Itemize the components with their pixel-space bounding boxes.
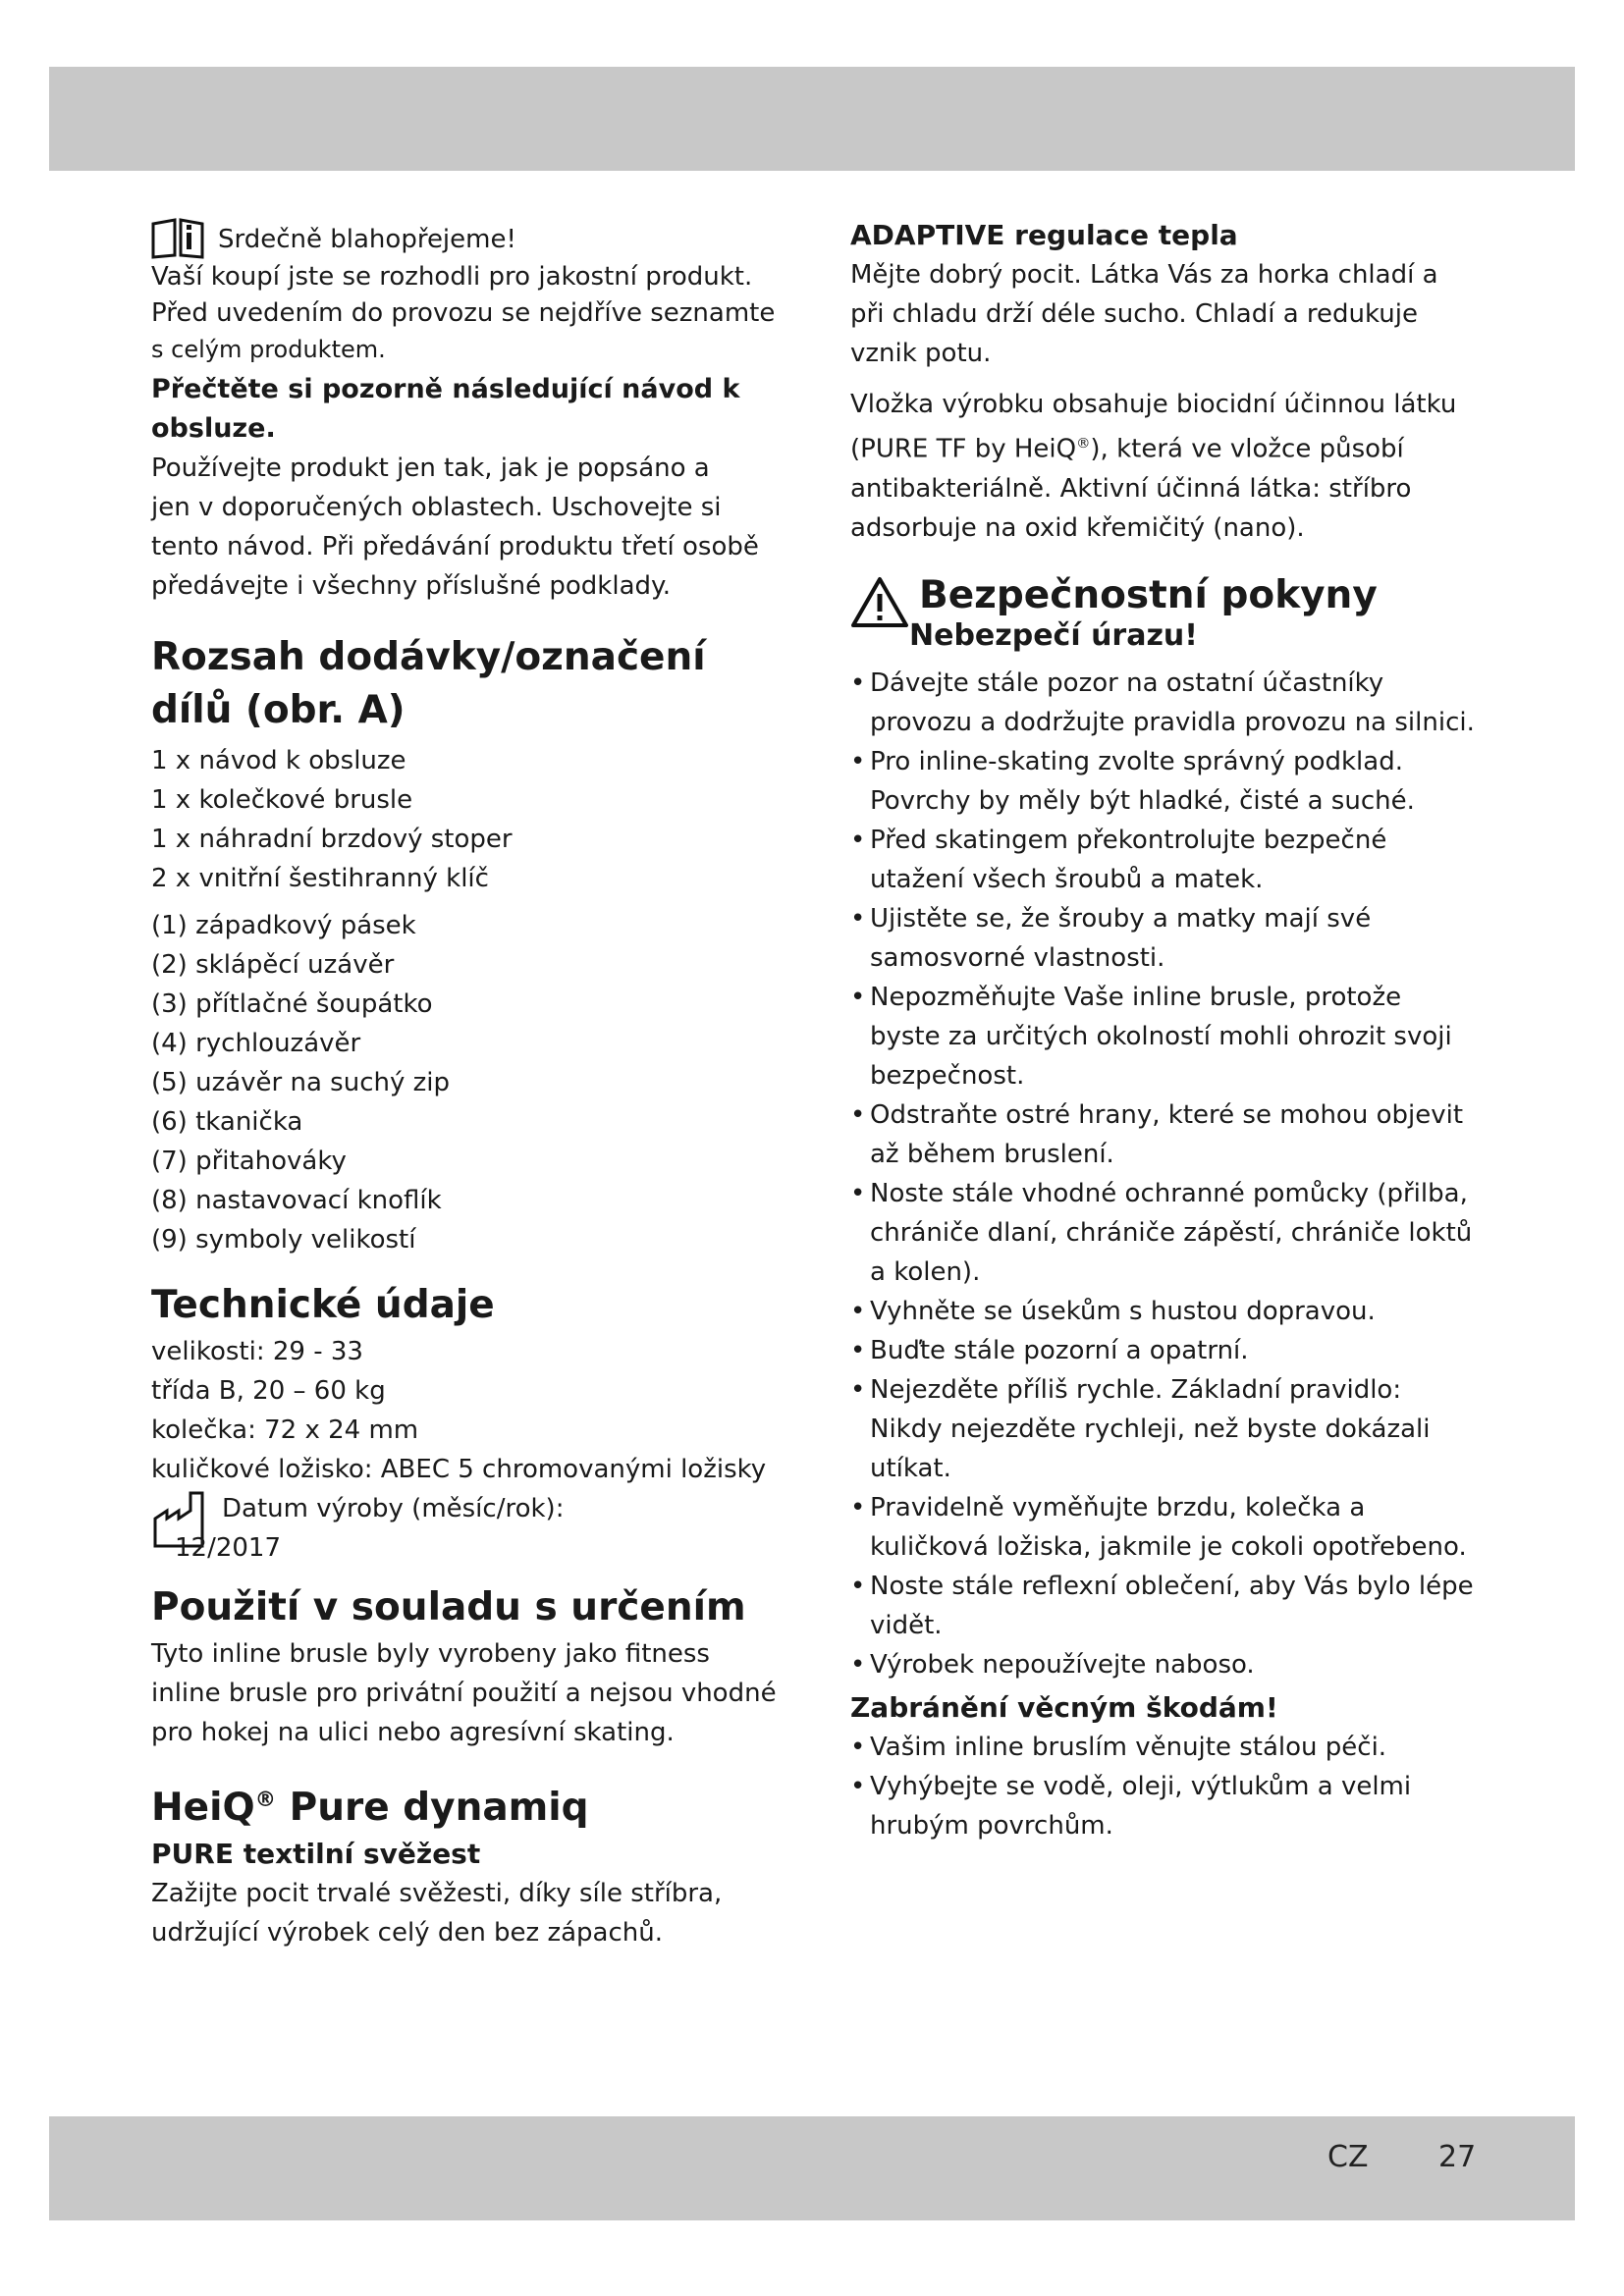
- list-item: (6) tkanička: [151, 1107, 303, 1137]
- list-item: (9) symboly velikostí: [151, 1225, 416, 1255]
- list-item: [850, 1370, 1479, 1488]
- list-item: velikosti: 29 - 33: [151, 1337, 363, 1366]
- usage-line: jen v doporučených oblastech. Uschovejte si: [151, 493, 722, 522]
- biocide-line: adsorbuje na oxid křemičitý (nano).: [850, 512, 1305, 543]
- pure-line: Zažijte pocit trvalé svěžesti, díky síle stříbra,: [151, 1879, 723, 1908]
- adaptive-heading: ADAPTIVE regulace tepla: [850, 219, 1238, 251]
- damage-text: Vyhýbejte se vodě, oleji, výtlukům a velmi hrubým povrchům.: [870, 1771, 1412, 1841]
- damage-text: Vašim inline bruslím věnujte stálou péči.: [870, 1732, 1387, 1762]
- list-item: [850, 1645, 1479, 1684]
- list-item: [850, 1567, 1479, 1645]
- usage-line: tento návod. Při předávání produktu třetí osobě: [151, 532, 759, 561]
- list-item: [850, 1767, 1479, 1845]
- safety-subtitle: Nebezpečí úrazu!: [909, 617, 1198, 653]
- safety-text: Ujistěte se, že šrouby a matky mají své samosvorné vlastnosti.: [870, 903, 1372, 973]
- adaptive-line: Mějte dobrý pocit. Látka Vás za horka chladí a: [850, 260, 1438, 290]
- bullet: •: [850, 746, 866, 776]
- date-value: 12/2017: [175, 1533, 282, 1563]
- adaptive-line: vznik potu.: [850, 339, 992, 368]
- safety-text: Odstraňte ostré hrany, které se mohou objevit až během bruslení.: [870, 1099, 1464, 1169]
- bullet: •: [850, 1771, 866, 1801]
- info-book-icon: [151, 216, 204, 259]
- damage-heading: Zabránění věcným škodám!: [850, 1690, 1278, 1724]
- safety-titles: [909, 572, 1378, 654]
- list-item: kuličkové ložisko: ABEC 5 chromovanými ložisky: [151, 1455, 767, 1484]
- list-item: (7) přitahováky: [151, 1147, 347, 1176]
- list-item: (8) nastavovací knoflík: [151, 1186, 442, 1215]
- list-item: 1 x návod k obsluze: [151, 746, 406, 775]
- bullet: •: [850, 1732, 866, 1762]
- pure-line: udržující výrobek celý den bez zápachů.: [151, 1918, 664, 1948]
- heiq-title-b: Pure dynamiq: [276, 1786, 589, 1830]
- intro-line: Před uvedením do provozu se nejdříve seznamte: [151, 298, 776, 328]
- damage-list: [850, 1728, 1479, 1845]
- list-item: (3) přítlačné šoupátko: [151, 989, 433, 1019]
- safety-text: Nepozměňujte Vaše inline brusle, protože byste za určitých okolností mohli ohrozit svoji bezpečnost.: [870, 982, 1452, 1091]
- scope-heading: Rozsah dodávky/označení: [151, 635, 706, 679]
- intro-line: Vaší koupí jste se rozhodli pro jakostní produkt.: [151, 262, 753, 292]
- bullet: •: [850, 1492, 866, 1522]
- biocide-paragraph: [850, 385, 1479, 548]
- biocide-line2-a: (PURE TF by HeiQ: [850, 434, 1077, 464]
- bullet: •: [850, 1571, 866, 1601]
- list-item: (1) západkový pásek: [151, 911, 416, 940]
- heiq-title-a: HeiQ: [151, 1786, 255, 1830]
- biocide-line: antibakteriálně. Aktivní účinná látka: stříbro: [850, 473, 1412, 504]
- use-line: Tyto inline brusle byly vyrobeny jako fitness: [151, 1639, 710, 1669]
- list-item: (2) sklápěcí uzávěr: [151, 950, 395, 980]
- bullet: •: [850, 903, 866, 934]
- bullet: •: [850, 1374, 866, 1405]
- scope-heading: dílů (obr. A): [151, 688, 406, 732]
- registered-mark: ®: [254, 1788, 277, 1812]
- list-item: [850, 1174, 1479, 1292]
- list-item: [850, 821, 1479, 899]
- list-item: [850, 742, 1479, 821]
- header-band: [49, 67, 1575, 171]
- safety-text: Vyhněte se úsekům s hustou dopravou.: [870, 1296, 1376, 1326]
- bullet: •: [850, 1178, 866, 1208]
- list-item: kolečka: 72 x 24 mm: [151, 1415, 419, 1445]
- list-item: 1 x náhradní brzdový stoper: [151, 825, 513, 854]
- page-number: 27: [1438, 2140, 1477, 2174]
- safety-title: Bezpečnostní pokyny: [919, 572, 1378, 617]
- use-line: pro hokej na ulici nebo agresívní skating.: [151, 1718, 675, 1747]
- list-item: [850, 899, 1479, 978]
- right-column: [850, 216, 1479, 1845]
- registered-mark: ®: [1076, 436, 1091, 452]
- parts-list: [151, 906, 780, 1259]
- left-column: [151, 216, 780, 1952]
- bullet: •: [850, 825, 866, 855]
- manufacture-date-text: [175, 1489, 565, 1568]
- safety-list: [850, 664, 1479, 1684]
- safety-text: Noste stále reflexní oblečení, aby Vás bylo lépe vidět.: [870, 1571, 1474, 1640]
- footer-language: CZ: [1327, 2140, 1369, 2174]
- biocide-line: [850, 424, 1479, 469]
- usage-line: předávejte i všechny příslušné podklady.: [151, 571, 671, 601]
- heiq-heading: [151, 1774, 780, 1835]
- read-warning-line: Přečtěte si pozorně následující návod k: [151, 374, 740, 404]
- safety-text: Dávejte stále pozor na ostatní účastníky provozu a dodržujte pravidla provozu na silnici.: [870, 667, 1475, 737]
- pure-subheading: PURE textilní svěžest: [151, 1838, 481, 1870]
- use-heading: Použití v souladu s určením: [151, 1585, 746, 1629]
- list-item: 2 x vnitřní šestihranný klíč: [151, 864, 489, 893]
- list-item: [850, 978, 1479, 1095]
- adaptive-line: při chladu drží déle sucho. Chladí a redukuje: [850, 299, 1418, 329]
- usage-line: Používejte produkt jen tak, jak je popsáno a: [151, 454, 710, 483]
- list-item: [850, 1331, 1479, 1370]
- intro-line: s celým produktem.: [151, 336, 386, 363]
- bullet: •: [850, 982, 866, 1012]
- list-item: (5) uzávěr na suchý zip: [151, 1068, 450, 1097]
- intro-title: Srdečně blahopřejeme!: [218, 225, 516, 254]
- safety-text: Buďte stále pozorní a opatrní.: [870, 1335, 1249, 1365]
- list-item: [850, 1292, 1479, 1331]
- list-item: [850, 1095, 1479, 1174]
- list-item: [850, 1728, 1479, 1767]
- intro-heading: [151, 216, 780, 259]
- list-item: 1 x kolečkové brusle: [151, 785, 413, 815]
- scope-list: [151, 741, 780, 898]
- bullet: •: [850, 1099, 866, 1130]
- list-item: [850, 1488, 1479, 1567]
- list-item: (4) rychlouzávěr: [151, 1029, 361, 1058]
- safety-text: Pro inline-skating zvolte správný podklad. Povrchy by měly být hladké, čisté a suché.: [870, 746, 1415, 816]
- tech-heading: Technické údaje: [151, 1283, 495, 1327]
- read-warning-line: obsluze.: [151, 413, 276, 444]
- bullet: •: [850, 667, 866, 698]
- date-label: Datum výroby (měsíc/rok):: [222, 1494, 565, 1523]
- warning-triangle-icon: [850, 575, 909, 628]
- bullet: •: [850, 1296, 866, 1326]
- bullet: •: [850, 1649, 866, 1680]
- tech-list: [151, 1332, 780, 1489]
- safety-text: Pravidelně vyměňujte brzdu, kolečka a kuličková ložiska, jakmile je cokoli opotřebeno.: [870, 1492, 1467, 1562]
- list-item: třída B, 20 – 60 kg: [151, 1376, 386, 1406]
- safety-text: Nejezděte příliš rychle. Základní pravidlo: Nikdy nejezděte rychleji, než byste dokázali utíkat.: [870, 1374, 1431, 1483]
- biocide-line: Vložka výrobku obsahuje biocidní účinnou látku: [850, 390, 1457, 419]
- use-line: inline brusle pro privátní použití a nejsou vhodné: [151, 1679, 777, 1708]
- biocide-line2-b: ), která ve vložce působí: [1090, 434, 1404, 464]
- bullet: •: [850, 1335, 866, 1365]
- list-item: [850, 664, 1479, 742]
- safety-heading: [850, 573, 1479, 654]
- safety-text: Noste stále vhodné ochranné pomůcky (přilba, chrániče dlaní, chrániče zápěstí, chrániče loktů a kolen).: [870, 1178, 1473, 1287]
- manufacture-date: [151, 1489, 780, 1568]
- safety-text: Před skatingem překontrolujte bezpečné utažení všech šroubů a matek.: [870, 825, 1387, 894]
- safety-text: Výrobek nepoužívejte naboso.: [870, 1649, 1255, 1680]
